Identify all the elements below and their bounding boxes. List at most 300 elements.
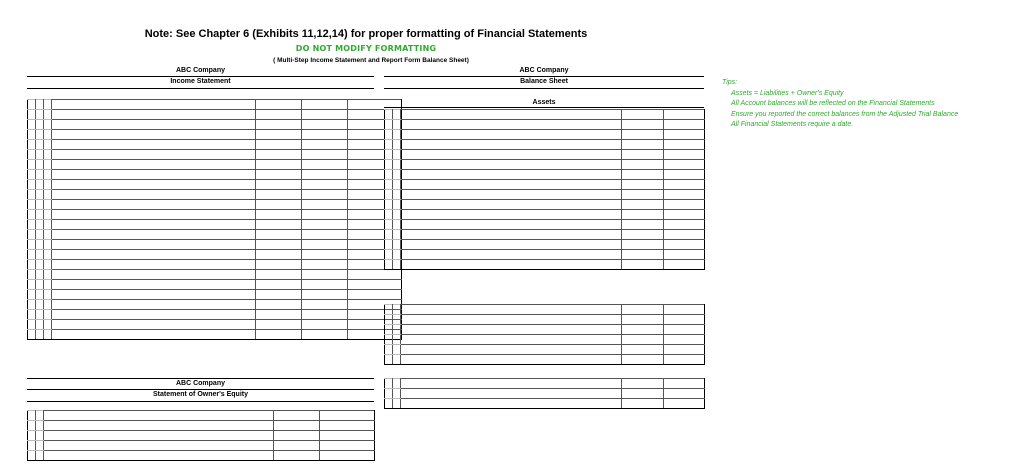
grid-cell[interactable] <box>385 180 393 190</box>
grid-cell[interactable] <box>622 200 664 210</box>
grid-cell[interactable] <box>622 230 664 240</box>
grid-cell[interactable] <box>256 190 302 200</box>
grid-cell[interactable] <box>302 300 348 310</box>
grid-cell[interactable] <box>44 170 52 180</box>
grid-cell[interactable] <box>622 110 664 120</box>
grid-cell[interactable] <box>28 130 36 140</box>
grid-cell[interactable] <box>28 421 36 431</box>
grid-cell[interactable] <box>52 270 256 280</box>
grid-cell[interactable] <box>302 290 348 300</box>
grid-cell[interactable] <box>52 230 256 240</box>
grid-cell[interactable] <box>622 379 664 389</box>
grid-cell[interactable] <box>36 431 44 441</box>
grid-cell[interactable] <box>52 240 256 250</box>
grid-cell[interactable] <box>622 325 664 335</box>
grid-cell[interactable] <box>256 200 302 210</box>
grid-cell[interactable] <box>622 250 664 260</box>
grid-cell[interactable] <box>385 110 393 120</box>
grid-cell[interactable] <box>401 220 622 230</box>
grid-cell[interactable] <box>385 190 393 200</box>
grid-cell[interactable] <box>664 355 705 365</box>
grid-cell[interactable] <box>44 220 52 230</box>
grid-cell[interactable] <box>36 250 44 260</box>
grid-cell[interactable] <box>393 260 401 270</box>
grid-cell[interactable] <box>393 160 401 170</box>
grid-cell[interactable] <box>664 160 705 170</box>
grid-cell[interactable] <box>52 160 256 170</box>
grid-cell[interactable] <box>36 411 44 421</box>
grid-cell[interactable] <box>256 100 302 110</box>
grid-cell[interactable] <box>664 389 705 399</box>
grid-cell[interactable] <box>28 290 36 300</box>
grid-cell[interactable] <box>348 100 402 110</box>
grid-cell[interactable] <box>385 355 393 365</box>
grid-cell[interactable] <box>36 421 44 431</box>
grid-cell[interactable] <box>302 200 348 210</box>
grid-cell[interactable] <box>44 270 52 280</box>
grid-cell[interactable] <box>274 441 320 451</box>
grid-cell[interactable] <box>256 150 302 160</box>
grid-cell[interactable] <box>664 190 705 200</box>
grid-cell[interactable] <box>385 150 393 160</box>
grid-cell[interactable] <box>385 230 393 240</box>
grid-cell[interactable] <box>302 220 348 230</box>
grid-cell[interactable] <box>28 240 36 250</box>
grid-cell[interactable] <box>36 230 44 240</box>
grid-cell[interactable] <box>28 310 36 320</box>
grid-cell[interactable] <box>401 120 622 130</box>
grid-cell[interactable] <box>256 330 302 340</box>
grid-cell[interactable] <box>622 190 664 200</box>
grid-cell[interactable] <box>256 130 302 140</box>
grid-cell[interactable] <box>256 230 302 240</box>
grid-cell[interactable] <box>28 411 36 421</box>
grid-cell[interactable] <box>401 210 622 220</box>
grid-cell[interactable] <box>28 441 36 451</box>
grid-cell[interactable] <box>664 230 705 240</box>
grid-cell[interactable] <box>302 280 348 290</box>
grid-cell[interactable] <box>52 190 256 200</box>
grid-cell[interactable] <box>28 150 36 160</box>
grid-cell[interactable] <box>36 120 44 130</box>
grid-cell[interactable] <box>36 210 44 220</box>
grid-cell[interactable] <box>28 250 36 260</box>
grid-cell[interactable] <box>385 399 393 409</box>
grid-cell[interactable] <box>302 250 348 260</box>
grid-cell[interactable] <box>256 240 302 250</box>
grid-cell[interactable] <box>320 411 375 421</box>
grid-cell[interactable] <box>28 170 36 180</box>
grid-cell[interactable] <box>302 210 348 220</box>
grid-cell[interactable] <box>28 160 36 170</box>
grid-cell[interactable] <box>256 270 302 280</box>
grid-cell[interactable] <box>664 200 705 210</box>
grid-cell[interactable] <box>664 335 705 345</box>
grid-cell[interactable] <box>36 170 44 180</box>
grid-cell[interactable] <box>52 150 256 160</box>
grid-cell[interactable] <box>393 190 401 200</box>
grid-cell[interactable] <box>28 140 36 150</box>
grid-cell[interactable] <box>401 355 622 365</box>
grid-cell[interactable] <box>302 160 348 170</box>
grid-cell[interactable] <box>36 110 44 120</box>
grid-cell[interactable] <box>401 170 622 180</box>
grid-cell[interactable] <box>401 305 622 315</box>
grid-cell[interactable] <box>36 140 44 150</box>
grid-cell[interactable] <box>44 260 52 270</box>
grid-cell[interactable] <box>401 180 622 190</box>
grid-cell[interactable] <box>393 210 401 220</box>
grid-cell[interactable] <box>36 160 44 170</box>
grid-cell[interactable] <box>393 250 401 260</box>
grid-cell[interactable] <box>36 200 44 210</box>
grid-cell[interactable] <box>385 140 393 150</box>
grid-cell[interactable] <box>36 240 44 250</box>
grid-cell[interactable] <box>28 230 36 240</box>
grid-cell[interactable] <box>622 355 664 365</box>
grid-cell[interactable] <box>401 399 622 409</box>
grid-cell[interactable] <box>393 150 401 160</box>
grid-cell[interactable] <box>664 110 705 120</box>
grid-cell[interactable] <box>28 260 36 270</box>
grid-cell[interactable] <box>256 170 302 180</box>
grid-cell[interactable] <box>348 290 402 300</box>
grid-cell[interactable] <box>28 320 36 330</box>
grid-cell[interactable] <box>401 389 622 399</box>
grid-cell[interactable] <box>36 300 44 310</box>
grid-cell[interactable] <box>385 325 393 335</box>
grid-cell[interactable] <box>256 250 302 260</box>
grid-cell[interactable] <box>385 130 393 140</box>
grid-cell[interactable] <box>385 379 393 389</box>
grid-cell[interactable] <box>28 270 36 280</box>
grid-cell[interactable] <box>393 170 401 180</box>
grid-cell[interactable] <box>44 280 52 290</box>
grid-cell[interactable] <box>44 110 52 120</box>
grid-cell[interactable] <box>401 130 622 140</box>
grid-cell[interactable] <box>36 451 44 461</box>
grid-cell[interactable] <box>401 160 622 170</box>
grid-cell[interactable] <box>52 220 256 230</box>
grid-cell[interactable] <box>401 240 622 250</box>
grid-cell[interactable] <box>664 150 705 160</box>
grid-cell[interactable] <box>664 325 705 335</box>
grid-cell[interactable] <box>664 210 705 220</box>
grid-cell[interactable] <box>36 220 44 230</box>
grid-cell[interactable] <box>28 330 36 340</box>
grid-cell[interactable] <box>622 160 664 170</box>
grid-cell[interactable] <box>302 170 348 180</box>
grid-cell[interactable] <box>28 431 36 441</box>
grid-cell[interactable] <box>36 270 44 280</box>
grid-cell[interactable] <box>52 290 256 300</box>
grid-cell[interactable] <box>44 411 274 421</box>
grid-cell[interactable] <box>44 240 52 250</box>
grid-cell[interactable] <box>664 250 705 260</box>
grid-cell[interactable] <box>256 160 302 170</box>
grid-cell[interactable] <box>401 190 622 200</box>
equity-company-name: ABC Company <box>175 380 225 387</box>
grid-cell[interactable] <box>393 240 401 250</box>
grid-cell[interactable] <box>385 260 393 270</box>
grid-cell[interactable] <box>393 140 401 150</box>
grid-cell[interactable] <box>302 110 348 120</box>
grid-cell[interactable] <box>52 260 256 270</box>
grid-cell[interactable] <box>274 411 320 421</box>
grid-cell[interactable] <box>320 441 375 451</box>
grid-cell[interactable] <box>385 220 393 230</box>
grid-cell[interactable] <box>348 270 402 280</box>
grid-cell[interactable] <box>622 120 664 130</box>
grid-cell[interactable] <box>36 441 44 451</box>
grid-cell[interactable] <box>44 300 52 310</box>
grid-cell[interactable] <box>302 330 348 340</box>
grid-cell[interactable] <box>385 389 393 399</box>
grid-cell[interactable] <box>28 451 36 461</box>
grid-cell[interactable] <box>28 120 36 130</box>
grid-cell[interactable] <box>622 170 664 180</box>
grid-cell[interactable] <box>320 451 375 461</box>
grid-cell[interactable] <box>44 120 52 130</box>
grid-cell[interactable] <box>36 310 44 320</box>
grid-cell[interactable] <box>393 180 401 190</box>
grid-cell[interactable] <box>52 280 256 290</box>
grid-cell[interactable] <box>664 345 705 355</box>
grid-cell[interactable] <box>664 130 705 140</box>
grid-cell[interactable] <box>36 260 44 270</box>
grid-cell[interactable] <box>256 260 302 270</box>
grid-cell[interactable] <box>393 220 401 230</box>
grid-cell[interactable] <box>401 345 622 355</box>
grid-cell[interactable] <box>664 170 705 180</box>
grid-cell[interactable] <box>393 315 401 325</box>
grid-cell[interactable] <box>401 315 622 325</box>
grid-cell[interactable] <box>44 160 52 170</box>
grid-cell[interactable] <box>393 130 401 140</box>
grid-cell[interactable] <box>52 310 256 320</box>
grid-cell[interactable] <box>320 431 375 441</box>
grid-cell[interactable] <box>44 330 52 340</box>
grid-cell[interactable] <box>393 325 401 335</box>
grid-cell[interactable] <box>256 180 302 190</box>
grid-cell[interactable] <box>44 421 274 431</box>
grid-cell[interactable] <box>52 250 256 260</box>
grid-cell[interactable] <box>44 100 52 110</box>
grid-cell[interactable] <box>274 431 320 441</box>
grid-cell[interactable] <box>52 140 256 150</box>
grid-cell[interactable] <box>622 240 664 250</box>
grid-cell[interactable] <box>52 170 256 180</box>
grid-cell[interactable] <box>36 280 44 290</box>
grid-cell[interactable] <box>44 140 52 150</box>
grid-cell[interactable] <box>622 130 664 140</box>
grid-cell[interactable] <box>393 305 401 315</box>
grid-cell[interactable] <box>401 140 622 150</box>
grid-cell[interactable] <box>393 355 401 365</box>
grid-cell[interactable] <box>28 210 36 220</box>
grid-cell[interactable] <box>36 180 44 190</box>
grid-cell[interactable] <box>302 230 348 240</box>
grid-cell[interactable] <box>52 300 256 310</box>
grid-cell[interactable] <box>385 250 393 260</box>
grid-cell[interactable] <box>44 230 52 240</box>
grid-cell[interactable] <box>256 310 302 320</box>
grid-cell[interactable] <box>52 180 256 190</box>
grid-cell[interactable] <box>401 250 622 260</box>
grid-cell[interactable] <box>401 200 622 210</box>
grid-cell[interactable] <box>28 190 36 200</box>
grid-cell[interactable] <box>622 305 664 315</box>
grid-cell[interactable] <box>256 290 302 300</box>
grid-cell[interactable] <box>622 315 664 325</box>
grid-cell[interactable] <box>36 330 44 340</box>
grid-cell[interactable] <box>52 330 256 340</box>
grid-cell[interactable] <box>44 190 52 200</box>
grid-cell[interactable] <box>44 441 274 451</box>
grid-cell[interactable] <box>393 230 401 240</box>
grid-cell[interactable] <box>28 100 36 110</box>
grid-cell[interactable] <box>302 190 348 200</box>
grid-cell[interactable] <box>28 280 36 290</box>
grid-cell[interactable] <box>302 260 348 270</box>
grid-cell[interactable] <box>385 160 393 170</box>
grid-cell[interactable] <box>44 310 52 320</box>
grid-cell[interactable] <box>393 110 401 120</box>
grid-cell[interactable] <box>52 120 256 130</box>
grid-cell[interactable] <box>52 100 256 110</box>
grid-cell[interactable] <box>664 120 705 130</box>
grid-cell[interactable] <box>664 379 705 389</box>
grid-cell[interactable] <box>401 335 622 345</box>
grid-cell[interactable] <box>28 180 36 190</box>
grid-cell[interactable] <box>256 280 302 290</box>
grid-cell[interactable] <box>622 140 664 150</box>
grid-cell[interactable] <box>393 200 401 210</box>
grid-cell[interactable] <box>393 379 401 389</box>
grid-cell[interactable] <box>393 389 401 399</box>
grid-cell[interactable] <box>256 140 302 150</box>
grid-cell[interactable] <box>302 310 348 320</box>
grid-cell[interactable] <box>622 335 664 345</box>
grid-cell[interactable] <box>302 140 348 150</box>
grid-cell[interactable] <box>664 305 705 315</box>
grid-cell[interactable] <box>622 345 664 355</box>
grid-cell[interactable] <box>52 210 256 220</box>
grid-cell[interactable] <box>320 421 375 431</box>
grid-cell[interactable] <box>664 180 705 190</box>
grid-cell[interactable] <box>36 190 44 200</box>
grid-cell[interactable] <box>256 120 302 130</box>
grid-cell[interactable] <box>52 200 256 210</box>
grid-cell[interactable] <box>302 240 348 250</box>
grid-cell[interactable] <box>393 399 401 409</box>
grid-cell[interactable] <box>52 110 256 120</box>
grid-cell[interactable] <box>28 220 36 230</box>
grid-cell[interactable] <box>385 170 393 180</box>
grid-cell[interactable] <box>256 300 302 310</box>
grid-cell[interactable] <box>302 100 348 110</box>
grid-cell[interactable] <box>302 180 348 190</box>
grid-cell[interactable] <box>401 325 622 335</box>
grid-cell[interactable] <box>385 335 393 345</box>
grid-cell[interactable] <box>44 290 52 300</box>
grid-cell[interactable] <box>348 280 402 290</box>
grid-cell[interactable] <box>256 220 302 230</box>
grid-cell[interactable] <box>664 140 705 150</box>
grid-cell[interactable] <box>385 200 393 210</box>
grid-cell[interactable] <box>36 130 44 140</box>
grid-cell[interactable] <box>622 210 664 220</box>
grid-cell[interactable] <box>36 100 44 110</box>
grid-cell[interactable] <box>622 220 664 230</box>
grid-cell[interactable] <box>274 421 320 431</box>
grid-cell[interactable] <box>36 290 44 300</box>
grid-cell[interactable] <box>44 180 52 190</box>
grid-cell[interactable] <box>44 130 52 140</box>
grid-cell[interactable] <box>401 230 622 240</box>
grid-cell[interactable] <box>401 110 622 120</box>
grid-cell[interactable] <box>302 150 348 160</box>
grid-cell[interactable] <box>44 210 52 220</box>
grid-cell[interactable] <box>393 120 401 130</box>
grid-cell[interactable] <box>256 210 302 220</box>
grid-cell[interactable] <box>302 270 348 280</box>
grid-cell[interactable] <box>385 345 393 355</box>
grid-cell[interactable] <box>44 431 274 441</box>
grid-cell[interactable] <box>385 315 393 325</box>
grid-cell[interactable] <box>302 120 348 130</box>
grid-cell[interactable] <box>302 320 348 330</box>
grid-cell[interactable] <box>385 240 393 250</box>
grid-cell[interactable] <box>401 150 622 160</box>
grid-cell[interactable] <box>622 399 664 409</box>
grid-cell[interactable] <box>274 451 320 461</box>
grid-cell[interactable] <box>664 260 705 270</box>
grid-cell[interactable] <box>44 200 52 210</box>
grid-cell[interactable] <box>256 110 302 120</box>
grid-cell[interactable] <box>622 389 664 399</box>
grid-cell[interactable] <box>385 305 393 315</box>
grid-cell[interactable] <box>622 150 664 160</box>
grid-cell[interactable] <box>385 120 393 130</box>
grid-cell[interactable] <box>28 200 36 210</box>
table-row <box>28 431 375 441</box>
grid-cell[interactable] <box>44 320 52 330</box>
grid-cell[interactable] <box>664 220 705 230</box>
grid-cell[interactable] <box>393 345 401 355</box>
grid-cell[interactable] <box>664 399 705 409</box>
grid-cell[interactable] <box>44 451 274 461</box>
grid-cell[interactable] <box>36 150 44 160</box>
grid-cell[interactable] <box>28 300 36 310</box>
grid-cell[interactable] <box>302 130 348 140</box>
grid-cell[interactable] <box>622 180 664 190</box>
grid-cell[interactable] <box>52 130 256 140</box>
grid-cell[interactable] <box>36 320 44 330</box>
grid-cell[interactable] <box>393 335 401 345</box>
grid-cell[interactable] <box>44 150 52 160</box>
grid-cell[interactable] <box>664 315 705 325</box>
grid-cell[interactable] <box>401 260 622 270</box>
grid-cell[interactable] <box>664 240 705 250</box>
grid-cell[interactable] <box>622 260 664 270</box>
grid-cell[interactable] <box>256 320 302 330</box>
grid-cell[interactable] <box>28 110 36 120</box>
grid-cell[interactable] <box>52 320 256 330</box>
grid-cell[interactable] <box>401 379 622 389</box>
grid-cell[interactable] <box>44 250 52 260</box>
grid-cell[interactable] <box>385 210 393 220</box>
